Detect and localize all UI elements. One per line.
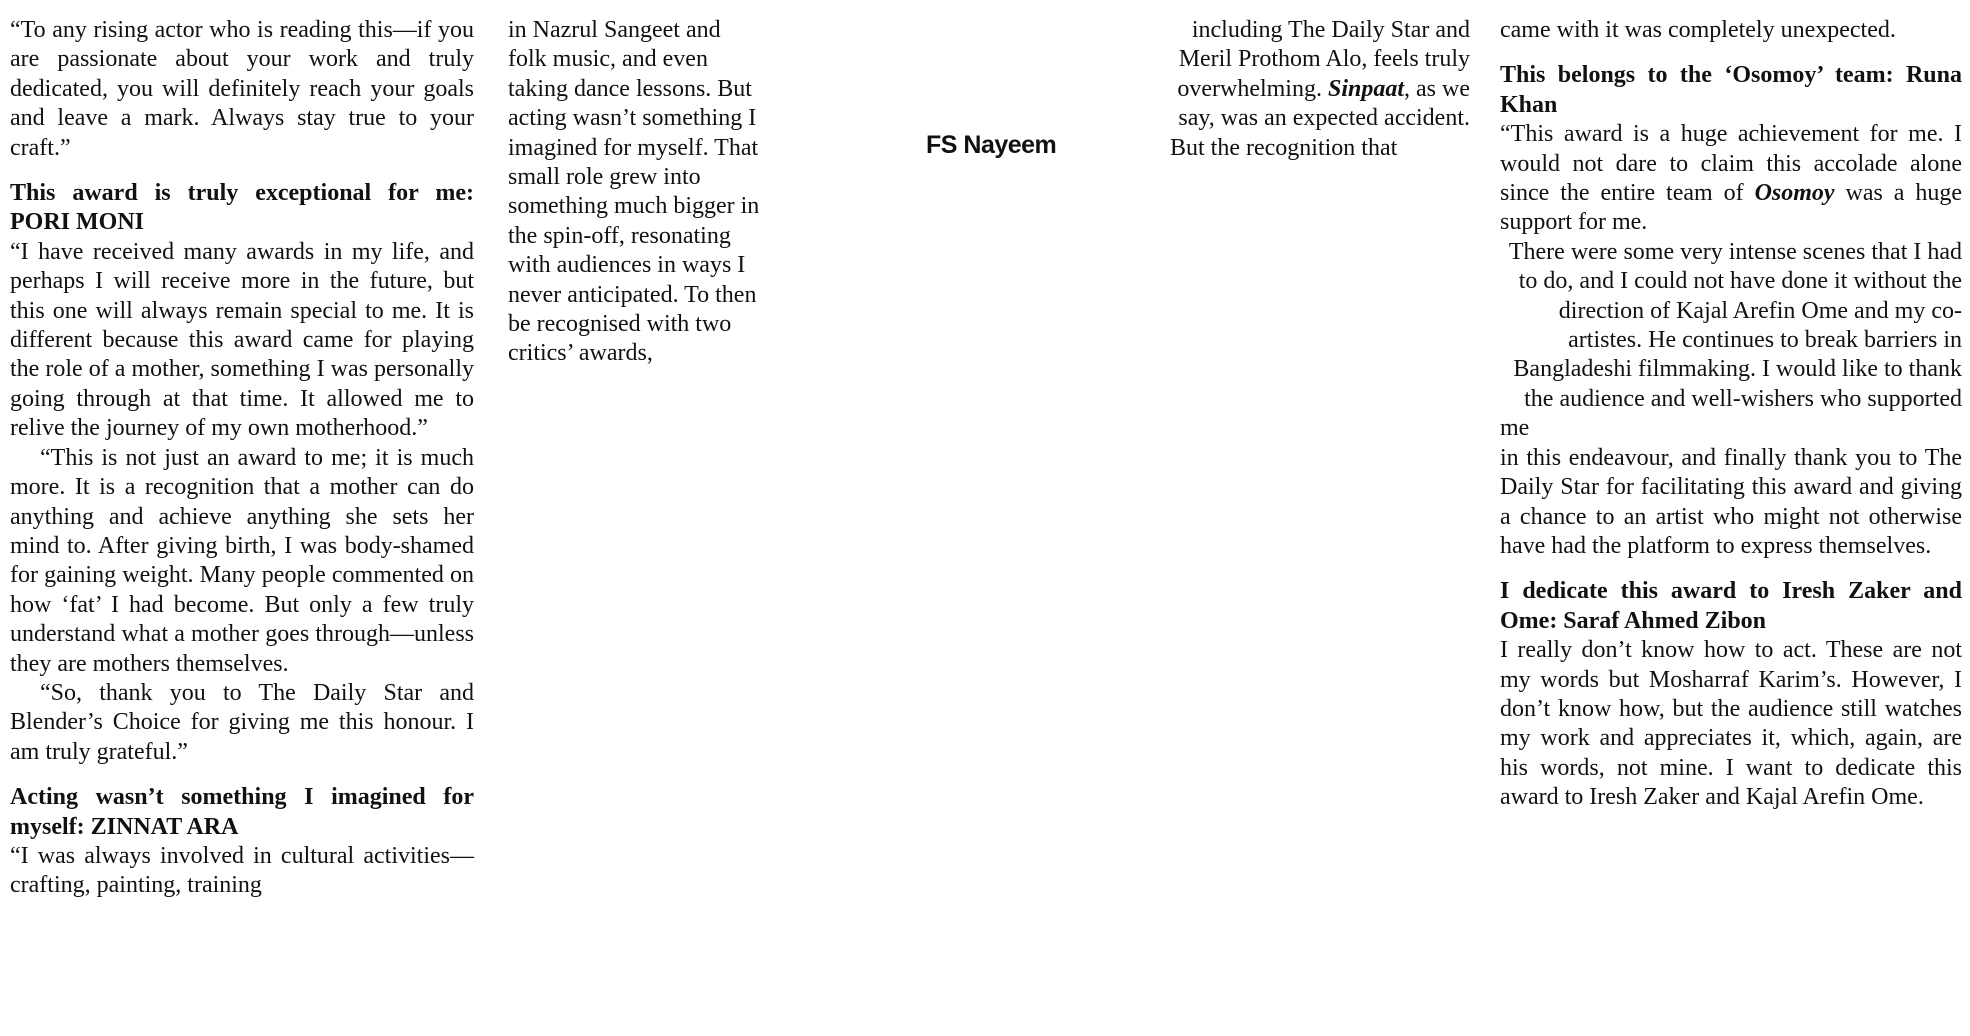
article-column-2 (508, 16, 762, 369)
zinnat-ara-continued: in Nazrul Sangeet and folk music, and even taking dance lessons. But acting wasn’t something I imagined for myself. That small role grew into something much bigger in the spin-off, resonating with audiences in ways I never anticipated. To then be recognised with two critics’ awards, (508, 17, 760, 367)
heading-saraf-ahmed-zibon: I dedicate this award to Iresh Zaker and Ome: Saraf Ahmed Zibon (1500, 578, 1962, 634)
film-title-sinpaat: Sinpaat (1327, 75, 1405, 102)
film-title-osomoy: Osomoy (1754, 180, 1835, 207)
quote-intro: “To any rising actor who is reading this—if you are passionate about your work and truly dedicated, you will definitely reach your goals and leave a mark. Always stay true to your craft.” (10, 17, 474, 161)
runa-khan-ending: in this endeavour, and finally thank you to The Daily Star for facilitating this award and giving a chance to an artist who might not otherwise have had the platform to express themselves. (1500, 444, 1962, 559)
runa-khan-wrapped-text: There were some very intense scenes that I had to do, and I could not have done it without the direction of Kajal Arefin Ome and my co-artistes. He continues to break barriers in Bangladeshi filmmaking. I would like to thank the audience and well-wishers who supported me (1500, 238, 1962, 442)
zinnat-ara-ending: came with it was completely unexpected. (1500, 17, 1896, 43)
zinnat-ara-paragraph-1: “I was always involved in cultural activities—crafting, painting, training (10, 842, 474, 899)
pori-moni-paragraph-3: “So, thank you to The Daily Star and Blender’s Choice for giving me this honour. I am truly grateful.” (10, 679, 474, 765)
article-column-1 (10, 16, 474, 901)
pori-moni-paragraph-2: “This is not just an award to me; it is much more. It is a recognition that a mother can do anything and achieve anything she sets her mind to. After giving birth, I was body-shamed for gaining weight. Many people commented on how ‘fat’ I had become. But only a few truly understand what a mother goes through—unless they are mothers themselves. (10, 444, 474, 677)
runa-khan-text-after: was a huge support for me. (1500, 180, 1962, 236)
zinnat-ara-continued-2 (1170, 16, 1470, 163)
zinnat-ara-text-after: , as we say, was an expected accident. But the recognition that (1170, 75, 1470, 161)
heading-runa-khan: This belongs to the ‘Osomoy’ team: Runa Khan (1500, 62, 1962, 118)
pori-moni-paragraph-1: “I have received many awards in my life, and perhaps I will receive more in the future, but this one will always remain special to me. It is different because this award came for playing the role of a mother, something I was personally going through at that time. It allowed me to relive the journey of my own motherhood.” (10, 238, 474, 442)
article-column-3 (1170, 16, 1470, 163)
heading-pori-moni: This award is truly exceptional for me: PORI MONI (10, 180, 474, 236)
zinnat-ara-text-before: including The Daily Star and Meril Prothom Alo, feels truly overwhelming. (1177, 17, 1470, 102)
saraf-paragraph: I really don’t know how to act. These are not my words but Mosharraf Karim’s. However, I don’t know how, but the audience still watches my work and appreciates it, which, again, are his words, not mine. I want to dedicate this award to Iresh Zaker and Kajal Arefin Ome. (1500, 637, 1962, 811)
runa-khan-paragraph (1500, 120, 1962, 238)
photo-credit: FS Nayeem (926, 131, 1057, 159)
heading-zinnat-ara: Acting wasn’t something I imagined for myself: ZINNAT ARA (10, 784, 474, 840)
article-column-4 (1500, 16, 1962, 813)
runa-khan-text-before: “This award is a huge achievement for me. I would not dare to claim this accolade alone since the entire team of (1500, 121, 1962, 207)
